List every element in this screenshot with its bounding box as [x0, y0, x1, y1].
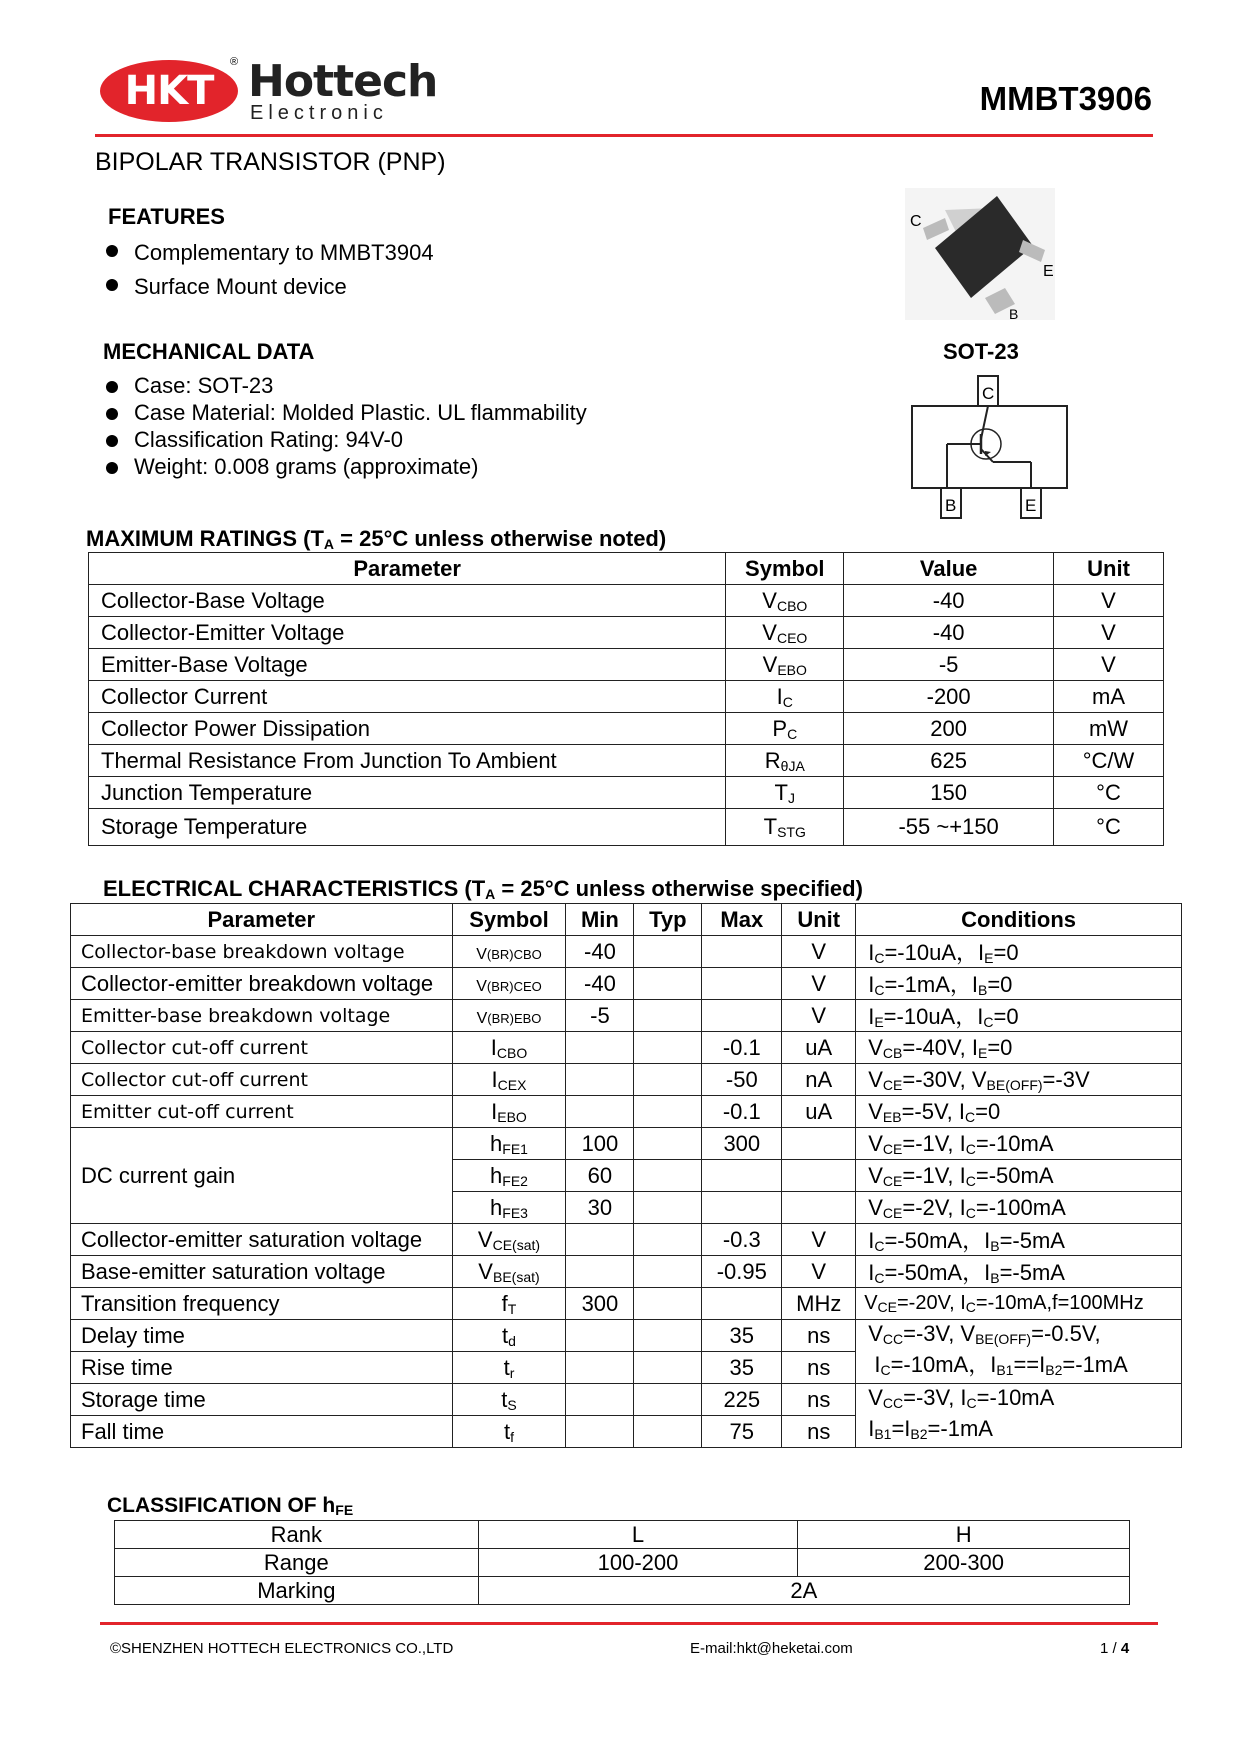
table-cell: Emitter-base breakdown voltage — [71, 1000, 453, 1032]
table-cell: -0.1 — [702, 1096, 782, 1128]
column-header: Unit — [1054, 553, 1164, 585]
table-cell: V — [1054, 649, 1164, 681]
table-cell — [634, 1256, 702, 1288]
column-header: Unit — [782, 904, 856, 936]
table-cell: $I_{CEX}$ — [452, 1064, 566, 1096]
logo-subtitle: Electronic — [250, 102, 388, 124]
table-cell: Delay time — [71, 1320, 453, 1352]
table-cell: $t_d$ — [452, 1320, 566, 1352]
table-cell — [634, 1224, 702, 1256]
table-cell: -200 — [844, 681, 1054, 713]
table-header-row — [89, 553, 1164, 585]
table-cell — [634, 1384, 702, 1416]
table-cell: Rise time — [71, 1352, 453, 1384]
table-cell: -5 — [844, 649, 1054, 681]
table-row — [115, 1577, 1130, 1605]
table-cell — [702, 968, 782, 1000]
table-cell: -55 ~+150 — [844, 809, 1054, 846]
table-cell — [566, 1256, 634, 1288]
table-cell — [702, 936, 782, 968]
column-header: Typ — [634, 904, 702, 936]
table-cell: 60 — [566, 1160, 634, 1192]
table-cell: 300 — [702, 1128, 782, 1160]
table-cell — [634, 1288, 702, 1320]
table-header-row — [71, 904, 1182, 936]
table-row — [71, 1384, 1182, 1416]
table-row — [71, 1064, 1182, 1096]
table-cell: -50 — [702, 1064, 782, 1096]
table-cell: L — [478, 1521, 798, 1549]
table-cell: Collector-emitter saturation voltage — [71, 1224, 453, 1256]
conditions-cell: $I_C=-10uA$，$I_E=0$ — [856, 936, 1182, 968]
table-cell — [634, 1000, 702, 1032]
column-header: Max — [702, 904, 782, 936]
header-rule — [95, 134, 1153, 137]
table-row — [71, 968, 1182, 1000]
table-cell: mW — [1054, 713, 1164, 745]
conditions-cell: $V_{CE}=-30V$, $V_{BE(OFF)}=-3V$ — [856, 1064, 1182, 1096]
mechanical-title: MECHANICAL DATA — [103, 339, 315, 364]
table-row — [89, 777, 1164, 809]
table-cell: $P_C$ — [726, 713, 844, 745]
table-cell: -0.95 — [702, 1256, 782, 1288]
features-list — [96, 236, 434, 304]
mechanical-item: Classification Rating: 94V-0 — [96, 426, 587, 453]
table-cell — [566, 1352, 634, 1384]
classification-table — [114, 1520, 1130, 1605]
table-cell: -40 — [844, 585, 1054, 617]
table-row — [89, 585, 1164, 617]
table-cell: $t_S$ — [452, 1384, 566, 1416]
table-cell: 225 — [702, 1384, 782, 1416]
table-cell: V — [782, 1000, 856, 1032]
table-cell — [566, 1064, 634, 1096]
table-cell: 30 — [566, 1192, 634, 1224]
table-cell — [782, 1160, 856, 1192]
column-header: Min — [566, 904, 634, 936]
conditions-cell: $I_C=-1mA$，$I_B=0$ — [856, 968, 1182, 1000]
table-cell: uA — [782, 1096, 856, 1128]
table-cell: Emitter cut-off current — [71, 1096, 453, 1128]
table-row — [89, 745, 1164, 777]
table-row — [115, 1549, 1130, 1577]
feature-item: Surface Mount device — [96, 270, 434, 304]
table-cell: MHz — [782, 1288, 856, 1320]
mechanical-list — [96, 372, 587, 480]
table-cell: $h_{FE1}$ — [452, 1128, 566, 1160]
table-cell — [634, 1032, 702, 1064]
table-cell: -40 — [844, 617, 1054, 649]
max-ratings-table — [88, 552, 1164, 846]
table-cell: -40 — [566, 936, 634, 968]
mechanical-item: Case: SOT-23 — [96, 372, 587, 399]
features-title: FEATURES — [108, 204, 225, 229]
table-row — [71, 1128, 1182, 1160]
table-cell — [782, 1128, 856, 1160]
column-header: Parameter — [71, 904, 453, 936]
table-cell: mA — [1054, 681, 1164, 713]
table-cell: Range — [115, 1549, 479, 1577]
table-cell — [634, 1064, 702, 1096]
table-cell: 100 — [566, 1128, 634, 1160]
table-row — [89, 809, 1164, 846]
table-cell: °C — [1054, 777, 1164, 809]
table-cell — [566, 1416, 634, 1448]
table-cell: ns — [782, 1384, 856, 1416]
table-cell: Collector-emitter breakdown voltage — [71, 968, 453, 1000]
part-number: MMBT3906 — [979, 80, 1152, 117]
table-cell: $V_{CE(sat)}$ — [452, 1224, 566, 1256]
table-cell: Rank — [115, 1521, 479, 1549]
table-cell: Transition frequency — [71, 1288, 453, 1320]
table-cell: -40 — [566, 968, 634, 1000]
table-cell: $h_{FE3}$ — [452, 1192, 566, 1224]
table-cell: V(BR)CEO — [452, 968, 566, 1000]
table-cell: V — [782, 1224, 856, 1256]
conditions-cell: $V_{CE}=-2V$, $I_C=-100mA$ — [856, 1192, 1182, 1224]
table-cell: 2A — [478, 1577, 1129, 1605]
table-cell: Emitter-Base Voltage — [89, 649, 726, 681]
column-header: Value — [844, 553, 1054, 585]
column-header: Parameter — [89, 553, 726, 585]
table-cell: 75 — [702, 1416, 782, 1448]
table-cell: Collector cut-off current — [71, 1032, 453, 1064]
table-cell: ns — [782, 1416, 856, 1448]
table-cell: Base-emitter saturation voltage — [71, 1256, 453, 1288]
logo-name: Hottech — [248, 56, 438, 107]
table-cell: -5 — [566, 1000, 634, 1032]
table-cell: $T_{STG}$ — [726, 809, 844, 846]
table-cell: $T_J$ — [726, 777, 844, 809]
table-row — [89, 713, 1164, 745]
schematic-pin-c: C — [982, 384, 995, 403]
footer-page: 1 / 4 — [1100, 1640, 1130, 1657]
column-header: Symbol — [726, 553, 844, 585]
table-cell — [782, 1192, 856, 1224]
feature-item: Complementary to MMBT3904 — [96, 236, 434, 270]
table-cell: $V_{CEO}$ — [726, 617, 844, 649]
table-row — [115, 1521, 1130, 1549]
table-cell: Collector-base breakdown voltage — [71, 936, 453, 968]
table-cell: 625 — [844, 745, 1054, 777]
schematic-pin-b: B — [945, 496, 957, 515]
conditions-cell: $I_E=-10uA$，$I_C=0$ — [856, 1000, 1182, 1032]
classification-title: CLASSIFICATION OF $h_{FE}$ — [107, 1494, 354, 1518]
conditions-cell: $V_{CC}=-3V$, $V_{BE(OFF)}=-0.5V$, $I_C=-10mA$，$I_{B1}==I_{B2}=-1mA$ — [856, 1320, 1182, 1384]
footer-email: E-mail:hkt@heketai.com — [690, 1640, 853, 1657]
table-row — [71, 1224, 1182, 1256]
table-cell: $V_{EBO}$ — [726, 649, 844, 681]
table-cell: 200-300 — [798, 1549, 1130, 1577]
table-cell — [634, 968, 702, 1000]
conditions-cell: $V_{CC}=-3V$, $I_C=-10mA$ $I_{B1}=I_{B2}=-1mA$ — [856, 1384, 1182, 1448]
table-cell: 35 — [702, 1320, 782, 1352]
table-row — [89, 617, 1164, 649]
table-cell: $I_{CBO}$ — [452, 1032, 566, 1064]
table-row — [71, 1032, 1182, 1064]
table-cell: -0.3 — [702, 1224, 782, 1256]
table-cell: Collector Power Dissipation — [89, 713, 726, 745]
table-cell: °C/W — [1054, 745, 1164, 777]
table-cell — [634, 1096, 702, 1128]
table-cell: 150 — [844, 777, 1054, 809]
column-header: Conditions — [856, 904, 1182, 936]
table-cell — [702, 1192, 782, 1224]
table-cell — [566, 1032, 634, 1064]
footer-rule — [100, 1622, 1158, 1625]
table-cell — [566, 1384, 634, 1416]
table-cell — [634, 1128, 702, 1160]
table-cell: 35 — [702, 1352, 782, 1384]
conditions-cell: $V_{CE}=-20V$, $I_C=-10mA,f=100MHz$ — [856, 1288, 1182, 1320]
mechanical-item: Weight: 0.008 grams (approximate) — [96, 453, 587, 480]
table-cell — [566, 1224, 634, 1256]
table-cell: Fall time — [71, 1416, 453, 1448]
table-cell: DC current gain — [71, 1128, 453, 1224]
table-cell: V(BR)EBO — [452, 1000, 566, 1032]
table-row — [71, 1288, 1182, 1320]
table-cell: V — [1054, 617, 1164, 649]
table-cell: ns — [782, 1320, 856, 1352]
table-cell — [634, 1416, 702, 1448]
logo-mark: HKT — [124, 68, 214, 114]
table-cell — [702, 1160, 782, 1192]
table-row — [71, 1256, 1182, 1288]
table-cell: 300 — [566, 1288, 634, 1320]
column-header: Symbol — [452, 904, 566, 936]
conditions-cell: $I_C=-50mA$，$I_B=-5mA$ — [856, 1224, 1182, 1256]
table-row — [71, 1000, 1182, 1032]
table-cell — [634, 1320, 702, 1352]
table-cell: ns — [782, 1352, 856, 1384]
table-cell: 200 — [844, 713, 1054, 745]
table-cell: V — [1054, 585, 1164, 617]
table-row — [89, 649, 1164, 681]
table-cell: $h_{FE2}$ — [452, 1160, 566, 1192]
table-cell: Thermal Resistance From Junction To Ambient — [89, 745, 726, 777]
schematic-pin-e: E — [1025, 496, 1037, 515]
photo-pin-c: C — [910, 213, 922, 230]
table-cell: nA — [782, 1064, 856, 1096]
table-cell: Storage Temperature — [89, 809, 726, 846]
photo-pin-b: B — [1009, 306, 1019, 320]
table-cell — [702, 1000, 782, 1032]
table-cell: $t_r$ — [452, 1352, 566, 1384]
table-cell: Collector cut-off current — [71, 1064, 453, 1096]
conditions-cell: $V_{CE}=-1V$, $I_C=-50mA$ — [856, 1160, 1182, 1192]
conditions-cell: $V_{CE}=-1V$, $I_C=-10mA$ — [856, 1128, 1182, 1160]
package-schematic — [905, 370, 1075, 530]
table-cell: $R_{\theta JA}$ — [726, 745, 844, 777]
table-cell: V(BR)CBO — [452, 936, 566, 968]
table-cell: -0.1 — [702, 1032, 782, 1064]
table-cell: $f_T$ — [452, 1288, 566, 1320]
table-cell: Collector-Base Voltage — [89, 585, 726, 617]
table-cell: V — [782, 936, 856, 968]
table-cell — [702, 1288, 782, 1320]
table-cell: Collector-Emitter Voltage — [89, 617, 726, 649]
table-cell: $I_C$ — [726, 681, 844, 713]
table-cell: °C — [1054, 809, 1164, 846]
table-cell — [566, 1096, 634, 1128]
mechanical-item: Case Material: Molded Plastic. UL flammability — [96, 399, 587, 426]
table-cell: V — [782, 968, 856, 1000]
table-cell: 100-200 — [478, 1549, 798, 1577]
table-cell: Marking — [115, 1577, 479, 1605]
table-row — [71, 936, 1182, 968]
table-cell — [634, 1352, 702, 1384]
table-cell: Collector Current — [89, 681, 726, 713]
table-row — [71, 1096, 1182, 1128]
elec-title: ELECTRICAL CHARACTERISTICS ($T_A = 25^\circ C$ unless otherwise specified) — [103, 876, 863, 902]
footer-copyright: ©SHENZHEN HOTTECH ELECTRONICS CO.,LTD — [110, 1640, 454, 1657]
conditions-cell: $V_{CB}=-40V$, $I_E=0$ — [856, 1032, 1182, 1064]
max-ratings-title: MAXIMUM RATINGS ($T_A = 25^\circ C$ unless otherwise noted) — [86, 526, 667, 552]
package-photo — [905, 188, 1055, 320]
table-cell: H — [798, 1521, 1130, 1549]
table-row — [71, 1320, 1182, 1352]
table-cell: Junction Temperature — [89, 777, 726, 809]
table-cell — [634, 936, 702, 968]
package-name: SOT-23 — [943, 339, 1019, 364]
table-cell: $t_f$ — [452, 1416, 566, 1448]
table-cell: $I_{EBO}$ — [452, 1096, 566, 1128]
table-cell: V — [782, 1256, 856, 1288]
table-cell: Storage time — [71, 1384, 453, 1416]
table-cell — [634, 1160, 702, 1192]
conditions-cell: $I_C=-50mA$，$I_B=-5mA$ — [856, 1256, 1182, 1288]
elec-table — [70, 903, 1182, 1448]
table-cell — [634, 1192, 702, 1224]
table-cell: $V_{BE(sat)}$ — [452, 1256, 566, 1288]
device-subtitle: BIPOLAR TRANSISTOR (PNP) — [95, 148, 446, 176]
table-row — [89, 681, 1164, 713]
table-cell — [566, 1320, 634, 1352]
registered-mark: ® — [230, 56, 239, 68]
photo-pin-e: E — [1043, 263, 1054, 280]
table-cell: uA — [782, 1032, 856, 1064]
conditions-cell: $V_{EB}=-5V$, $I_C=0$ — [856, 1096, 1182, 1128]
table-cell: $V_{CBO}$ — [726, 585, 844, 617]
